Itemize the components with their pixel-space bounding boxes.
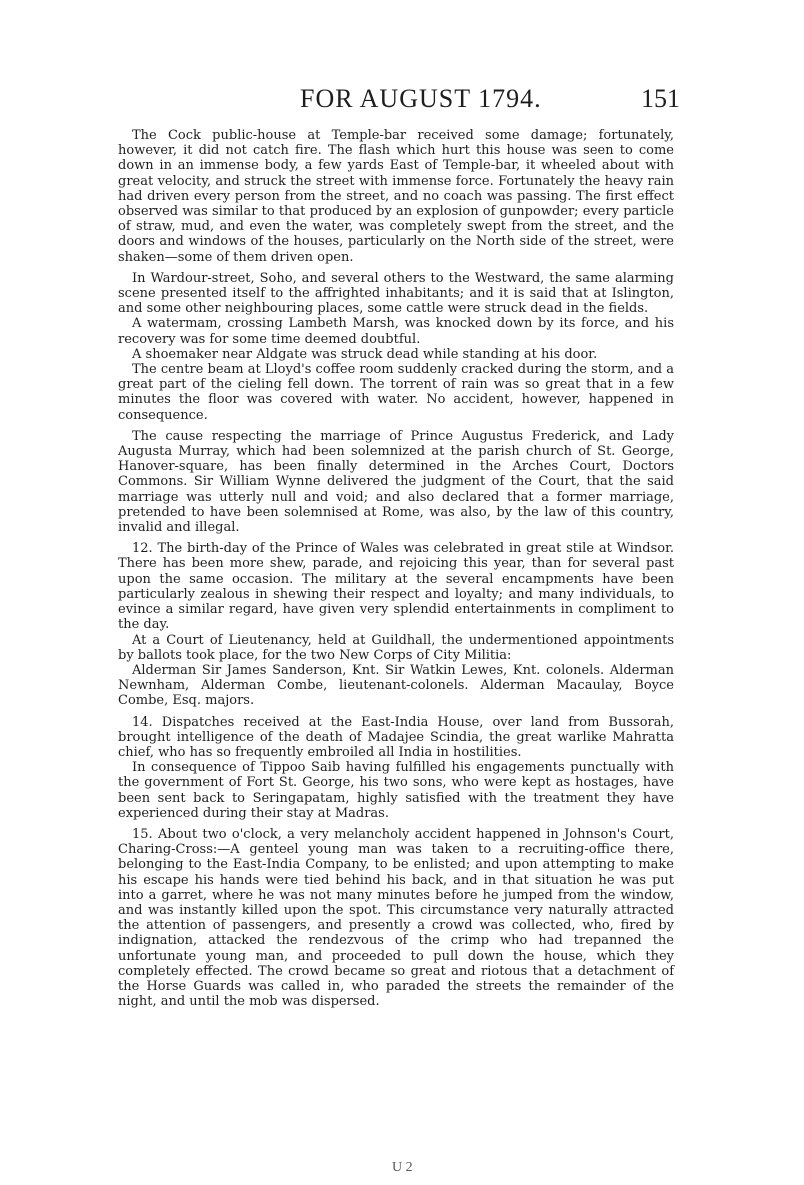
paragraph-lloyds: The centre beam at Lloyd's coffee room suddenly cracked during the storm, and a great part of the cieling fell down. The torrent of rain was so great that in a few minutes the floor was covered with water. No accident, however, happened in consequence. (118, 362, 674, 423)
page-header (120, 84, 680, 124)
paragraph-johnsons-court: 15. About two o'clock, a very melancholy accident happened in Johnson's Court, Charing-Cross:—A genteel young man was taken to a recruiting-office there, belonging to the East-India Company, to be enlisted; and upon attempting to make his escape his hands were tied behind his back, and in that situation he was put into a garret, where he was not many minutes before he jumped from the window, and was instantly killed upon the spot. This circumstance very naturally attracted the attention of passengers, and presently a crowd was collected, who, fired by indignation, attacked the rendezvous of the crimp who had trepanned the unfortunate young man, and proceeded to pull down the house, which they completely effected. The crowd became so great and riotous that a detachment of the Horse Guards was called in, who paraded the streets the remainder of the night, and until the mob was dispersed. (118, 826, 674, 1010)
page-number: 151 (641, 84, 680, 113)
paragraph-wardour-street: In Wardour-street, Soho, and several others to the Westward, the same alarming scene presented itself to the affrighted inhabitants; and it is said that at Islington, and some other neighbouring places, some cattle were struck dead in the fields. (118, 270, 674, 317)
paragraph-east-india-dispatches: 14. Dispatches received at the East-India House, over land from Bussorah, brought intelligence of the death of Madajee Scindia, the great warlike Mahratta chief, who has so frequently embroiled all India in hostilities. (118, 714, 674, 760)
paragraph-waterman: A watermam, crossing Lambeth Marsh, was knocked down by its force, and his recovery was for some time deemed doubtful. (118, 316, 674, 347)
paragraph-appointments: Alderman Sir James Sanderson, Knt. Sir Watkin Lewes, Knt. colonels. Alderman Newnham, Alderman Combe, lieutenant-colonels. Alderman Macaulay, Boyce Combe, Esq. majors. (118, 662, 674, 709)
paragraph-court-of-lieutenancy: At a Court of Lieutenancy, held at Guildhall, the undermentioned appointments by ballots took place, for the two New Corps of City Militia: (118, 632, 674, 663)
paragraph-birthday: 12. The birth-day of the Prince of Wales was celebrated in great stile at Windsor. There has been more shew, parade, and rejoicing this year, than for several past upon the same occasion. The military at the several encampments have been particularly zealous in shewing their respect and loyalty; and many individuals, to evince a similar regard, have given very splendid entertainments in compliment to the day. (118, 541, 674, 633)
signature-mark: U 2 (392, 1160, 413, 1175)
paragraph-shoemaker: A shoemaker near Aldgate was struck dead while standing at his door. (132, 346, 598, 362)
paragraph-cock-public-house: The Cock public-house at Temple-bar received some damage; fortunately, however, it did not catch fire. The flash which hurt this house was seen to come down in an immense body, a few yards East of Temple-bar, it wheeled about with great velocity, and struck the street with immense force. Fortunately the heavy rain had driven every person from the street, and no coach was passing. The first effect observed was similar to that produced by an explosion of gunpowder; every particle of straw, mud, and even the water, was completely swept from the street, and the doors and windows of the houses, particularly on the North side of the street, were shaken—some of them driven open. (118, 128, 674, 265)
paragraph-prince-augustus: The cause respecting the marriage of Prince Augustus Frederick, and Lady Augusta Murray, which had been solemnized at the parish church of St. George, Hanover-square, has been finally determined in the Arches Court, Doctors Commons. Sir William Wynne delivered the judgment of the Court, that the said marriage was utterly null and void; and also declared that a former marriage, pretended to have been solemnised at Rome, was also, by the law of this country, invalid and illegal. (118, 428, 674, 536)
article-body (118, 128, 674, 1009)
running-title: FOR AUGUST 1794. (300, 84, 542, 113)
paragraph-tippoo-saib: In consequence of Tippoo Saib having fulfilled his engagements punctually with the government of Fort St. George, his two sons, who were kept as hostages, have been sent back to Seringapatam, highly satisfied with the treatment they have experienced during their stay at Madras. (118, 760, 674, 821)
